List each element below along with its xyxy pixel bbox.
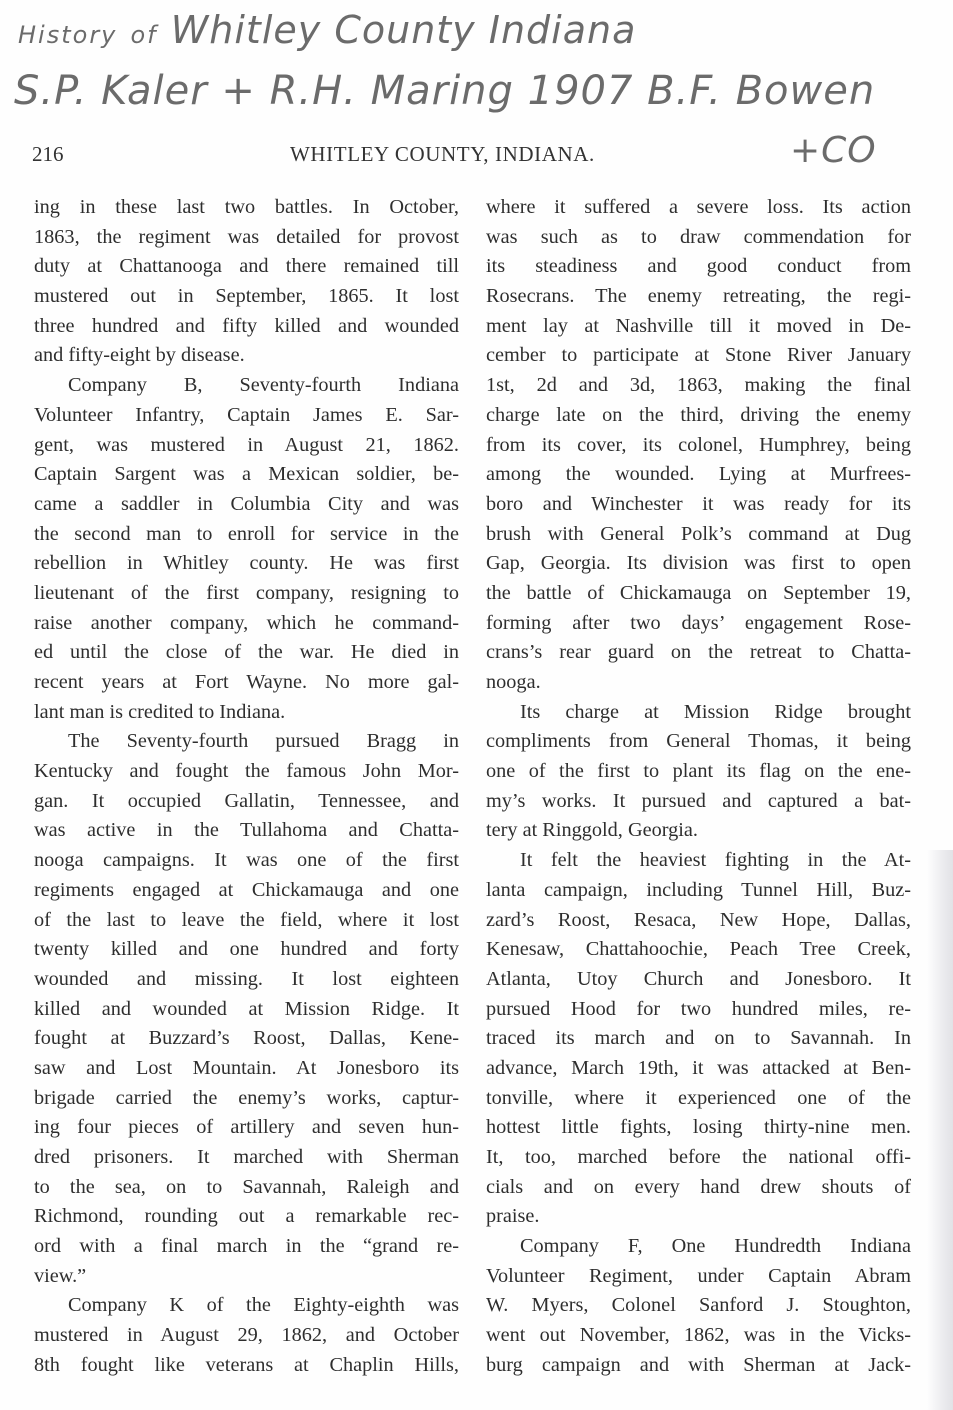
text-line: ed until the close of the war. He died in — [34, 641, 459, 664]
text-line: hottest little fights, losing thirty-nine men. — [486, 1116, 911, 1139]
text-line: was active in the Tullahoma and Chatta- — [34, 819, 459, 842]
handwritten-annotation-line-2: S.P. Kaler + R.H. Maring 1907 B.F. Bowen — [14, 68, 876, 114]
text-line: lieutenant of the first company, resigning to — [34, 581, 459, 604]
text-line: my’s works. It pursued and captured a bat- — [486, 789, 911, 812]
text-line: mustered in August 29, 1862, and October — [34, 1324, 459, 1347]
handwritten-annotation-line-1 — [18, 8, 636, 52]
text-line: praise. — [486, 1205, 540, 1228]
text-line: from its cover, its colonel, Humphrey, being — [486, 433, 911, 456]
text-line: brigade carried the enemy’s works, captur- — [34, 1086, 459, 1109]
text-line: came a saddler in Columbia City and was — [34, 492, 459, 515]
text-line: cember to participate at Stone River January — [486, 344, 911, 367]
text-line: compliments from General Thomas, it being — [486, 730, 911, 753]
text-line: brush with General Polk’s command at Dug — [486, 522, 911, 545]
handwritten-word-history: History — [18, 21, 118, 49]
page-number: 216 — [32, 142, 64, 166]
text-line: went out November, 1862, was in the Vicks- — [486, 1324, 911, 1347]
text-line: Volunteer Regiment, under Captain Abram — [486, 1264, 911, 1287]
text-line: its steadiness and good conduct from — [486, 255, 911, 278]
text-line: three hundred and fifty killed and wounded — [34, 314, 459, 337]
text-line: mustered out in September, 1865. It lost — [34, 285, 459, 308]
text-line: pursued Hood for two hundred miles, re- — [486, 997, 911, 1020]
left-text-column — [34, 193, 459, 1381]
text-line: dred prisoners. It marched with Sherman — [34, 1146, 459, 1168]
text-line: Gap, Georgia. Its division was first to open — [486, 552, 911, 575]
text-line: twenty killed and one hundred and forty — [34, 938, 459, 961]
text-line: ing in these last two battles. In October, — [34, 196, 459, 218]
text-line: Rosecrans. The enemy retreating, the regi- — [486, 285, 911, 308]
text-line: Company B, Seventy-fourth Indiana — [68, 374, 459, 397]
text-line: W. Myers, Colonel Sanford J. Stoughton, — [486, 1294, 911, 1317]
text-line: one of the first to plant its flag on the ene- — [486, 760, 911, 783]
text-line: was such as to draw commendation for — [486, 225, 911, 248]
text-line: The Seventy-fourth pursued Bragg in — [68, 730, 459, 753]
text-line: Atlanta, Utoy Church and Jonesboro. It — [486, 967, 911, 990]
text-line: cials and on every hand drew shouts of — [486, 1175, 911, 1198]
text-line: ord with a final march in the “grand re- — [34, 1235, 459, 1258]
text-line: Its charge at Mission Ridge brought — [520, 700, 911, 723]
text-line: nooga. — [486, 671, 541, 693]
text-line: lanta campaign, including Tunnel Hill, Buz- — [486, 878, 911, 901]
text-line: wounded and missing. It lost eighteen — [34, 967, 459, 990]
scan-edge-shadow — [927, 850, 953, 1410]
text-line: advance, March 19th, it was attacked at Ben- — [486, 1056, 911, 1079]
text-line: It felt the heaviest fighting in the At- — [520, 849, 911, 872]
text-line: 1st, 2d and 3d, 1863, making the final — [486, 374, 911, 397]
text-line: traced its march and on to Savannah. In — [486, 1027, 911, 1050]
text-line: view.” — [34, 1264, 87, 1287]
text-line: ing four pieces of artillery and seven hun- — [34, 1116, 459, 1139]
text-line: to the sea, on to Savannah, Raleigh and — [34, 1175, 459, 1198]
text-line: burg campaign and with Sherman at Jack- — [486, 1353, 911, 1376]
handwritten-title: Whitley County Indiana — [170, 8, 637, 52]
text-line: Company F, One Hundredth Indiana — [520, 1235, 911, 1258]
text-line: 1863, the regiment was detailed for provost — [34, 225, 459, 248]
text-line: It, too, marched before the national offi- — [486, 1146, 911, 1168]
text-line: killed and wounded at Mission Ridge. It — [34, 997, 459, 1020]
text-line: the second man to enroll for service in the — [34, 522, 459, 545]
right-text-column — [486, 193, 911, 1381]
text-line: ment lay at Nashville till it moved in De- — [486, 314, 911, 337]
text-line: and fifty-eight by disease. — [34, 344, 245, 367]
text-line: tonville, where it experienced one of the — [486, 1086, 911, 1109]
text-line: zard’s Roost, Resaca, New Hope, Dallas, — [486, 908, 911, 931]
text-line: Captain Sargent was a Mexican soldier, be- — [34, 463, 459, 486]
text-line: fought at Buzzard’s Roost, Dallas, Kene- — [34, 1027, 459, 1050]
text-line: raise another company, which he command- — [34, 611, 459, 634]
text-line: tery at Ringgold, Georgia. — [486, 819, 698, 842]
text-line: rebellion in Whitley county. He was first — [34, 552, 459, 575]
text-line: gan. It occupied Gallatin, Tennessee, and — [34, 789, 459, 812]
text-line: lant man is credited to Indiana. — [34, 700, 286, 723]
text-line: 8th fought like veterans at Chaplin Hills, — [34, 1353, 459, 1376]
text-line: gent, was mustered in August 21, 1862. — [34, 433, 459, 456]
text-line: Kenesaw, Chattahoochie, Peach Tree Creek, — [486, 938, 911, 961]
text-line: Kentucky and fought the famous John Mor- — [34, 760, 459, 783]
text-line: the battle of Chickamauga on September 19, — [486, 581, 911, 604]
text-line: regiments engaged at Chickamauga and one — [34, 878, 459, 901]
text-line: of the last to leave the field, where it lost — [34, 908, 459, 931]
text-line: boro and Winchester it was ready for its — [486, 492, 911, 515]
text-line: nooga campaigns. It was one of the first — [34, 849, 459, 872]
handwritten-word-of: of — [130, 21, 158, 49]
text-line: charge late on the third, driving the enemy — [486, 403, 911, 426]
running-head-title: WHITLEY COUNTY, INDIANA. — [290, 142, 595, 166]
handwritten-annotation-line-3: +CO — [790, 130, 877, 171]
text-line: recent years at Fort Wayne. No more gal- — [34, 671, 459, 693]
text-line: Company K of the Eighty-eighth was — [68, 1294, 459, 1317]
text-line: Volunteer Infantry, Captain James E. Sar- — [34, 403, 459, 426]
text-line: forming after two days’ engagement Rose- — [486, 611, 911, 634]
text-line: saw and Lost Mountain. At Jonesboro its — [34, 1056, 459, 1079]
text-line: among the wounded. Lying at Murfrees- — [486, 463, 911, 486]
text-line: Richmond, rounding out a remarkable rec- — [34, 1205, 459, 1228]
text-line: where it suffered a severe loss. Its action — [486, 196, 911, 218]
text-line: crans’s rear guard on the retreat to Chatta- — [486, 641, 911, 664]
running-head — [0, 142, 953, 172]
text-line: duty at Chattanooga and there remained till — [34, 255, 459, 278]
